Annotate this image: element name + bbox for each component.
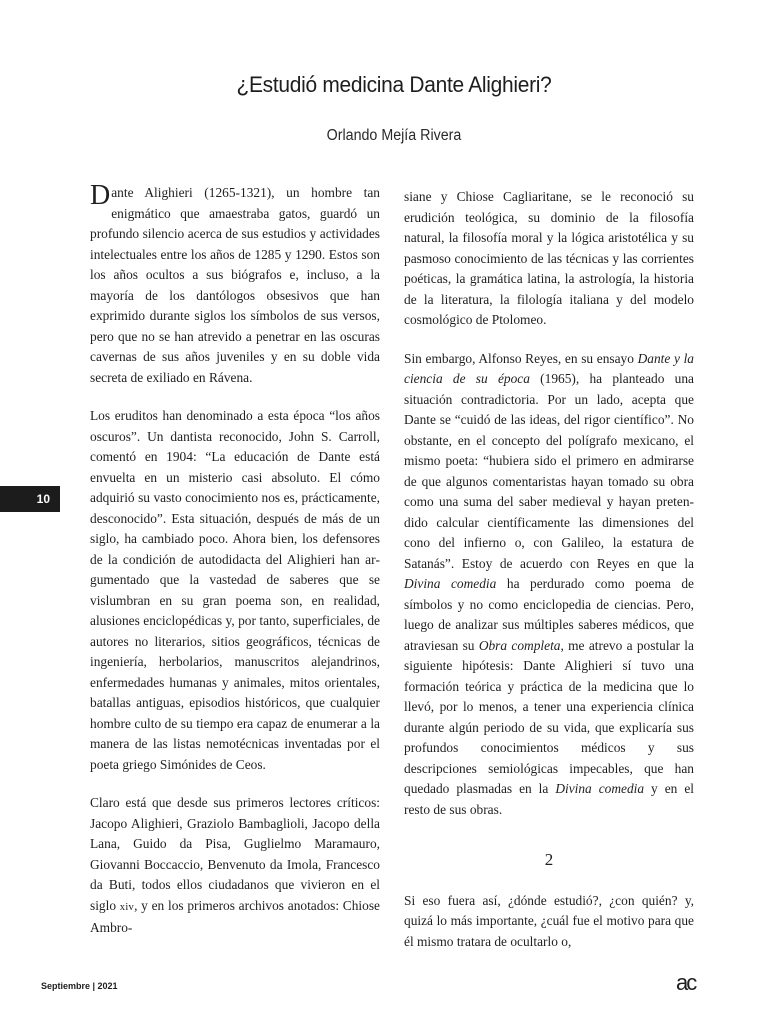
article-title: ¿Estudió medicina Dante Alighieri?	[236, 72, 552, 97]
paragraph-early-readers	[90, 793, 380, 939]
paragraph-questions: Si eso fuera así, ¿dónde estudió?, ¿con quién? y, quizá lo más importante, ¿cuál fue el motivo para que él mismo tratara de ocultarlo o,	[404, 892, 694, 949]
paragraph-reyes	[404, 349, 694, 821]
reyes-text-a: Sin embargo, Alfonso Reyes, en su ensayo	[404, 350, 638, 366]
paragraph-early-readers-text-b: , y en los primeros archivos anotados: Chiose Ambro-	[90, 897, 380, 935]
left-column	[90, 180, 380, 957]
century-smallcaps: xiv	[119, 901, 135, 913]
paragraph-intro-text: ante Alighieri (1265-1321), un hombre tan enigmático que amaestraba gatos, guardó un profundo silencio acerca de sus estudios y actividades intelectuales entre los años de 1285 y 1290. Estos son los años ocultos a sus biógrafos e, incluso, a la mayoría de los dantólogos obsesivos que han exprimido durante siglos los símbolos de sus versos, pero que no se han atrevido a penetrar en las oscuras cavernas de sus años juveniles y en su doble vida secreta de exiliado en Rávena.	[90, 185, 380, 385]
reyes-text-e: y en el resto de sus obras.	[404, 781, 694, 817]
paragraph-early-readers-text-a: Claro está que desde sus primeros lectores críticos: Jacopo Alighieri, Graziolo Bambaglioli, Jacopo della Lana, Guido da Pisa, Guglielmo Maramauro, Giovanni Boccaccio, Benvenuto da Imola, Francesco da Buti, todos ellos ciudadanos que vivieron en el siglo	[90, 795, 380, 913]
right-column	[404, 187, 694, 970]
essay-title: Dante y la ciencia de su época	[404, 350, 694, 386]
reyes-text-b: (1965), ha planteado una situación contradictoria. Por un lado, acepta que Dante se “cuidó de las ideas, del rigor científico”. No obstante, en el concepto del polígrafo mexicano, el mismo poeta: “hubiera sido el primero en admirarse de que algunos comentaristas hayan tomado su obra como una suma del saber medieval y hayan pretendido calcular científicamente las dimensiones del cono del infierno o, con Galileo, la estatura de Satanás”. Estoy de acuerdo con Reyes en que la	[404, 371, 694, 571]
obra-completa-title: Obra completa	[478, 637, 561, 653]
divina-comedia-title-2: Divina comedia	[555, 781, 645, 796]
page-number-tab	[0, 486, 60, 512]
drop-cap: D	[90, 180, 111, 211]
publication-logo: ac	[676, 970, 696, 995]
paragraph-dark-years: Los eruditos han denominado a esta época “los años oscuros”. Un dantista reconocido, John S. Carroll, comentó en 1904: “La educación de Dante está envuelta en un misterio casi absoluto. El cómo adquirió su vasto conocimiento nos es, prácticamente, desconocido”. Esta situación, después de más de un siglo, ha cambiado poco. Ahora bien, los defensores de la condición de autodidacta del Alighieri han argumentado que la vastedad de saberes que se vislumbran en su gran poema son, en realidad, alusiones enciclopédicas y, por tanto, superficiales, de autores no literarios, sitios geográficos, técnicas de ingeniería, herbolarios, manuscritos alejandrinos, enfermedades humanas y animales, mitos orientales, batallas antiguas, episodios históricos, que cualquier hombre culto de su tiempo era capaz de enumerar a la manera de las listas nemotécnicas inventadas por el poeta griego Simónides de Ceos.	[90, 408, 380, 772]
section-number: 2	[544, 850, 554, 869]
reyes-text-c: ha perdurado como poema de símbolos y no como enciclopedia de ciencias. Pero, luego de analizar sus múltiples saberes médicos, que atraviesan su	[404, 576, 694, 653]
page-number: 10	[36, 492, 50, 506]
paragraph-intro	[90, 180, 380, 388]
paragraph-erudition: siane y Chiose Cagliaritane, se le reconoció su erudición teológica, su dominio de la filosofía natural, la filosofía moral y la lógica aristotélica y su pasmoso conocimiento de las técnicas y las corrientes poéticas, la gramática latina, la astrología, la historia de la literatura, la filología italiana y del modelo cosmológico de Ptolomeo.	[404, 189, 694, 327]
reyes-text-d: , me atrevo a postular la siguiente hipótesis: Dante Alighieri sí tuvo una formación teórica y práctica de la medicina que lo llevó, por lo menos, a tener una experiencia clínica durante algún periodo de su vida, que explicaría sus profundos conocimientos médicos y sus descripciones semiológicas impecables, que han quedado plasmadas en la	[404, 637, 694, 796]
footer-date: Septiembre | 2021	[41, 981, 118, 991]
article-author: Orlando Mejía Rivera	[326, 127, 462, 144]
divina-comedia-title: Divina comedia	[404, 576, 497, 591]
